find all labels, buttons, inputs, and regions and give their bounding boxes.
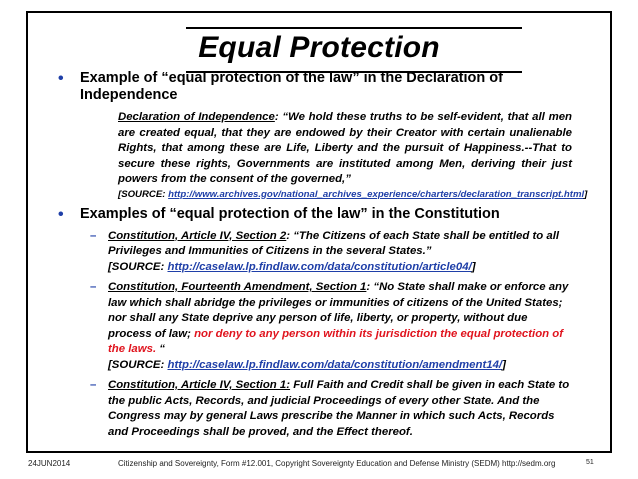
item-label: Constitution, Article IV, Section 1: [108,379,291,391]
item-text: Full Faith and Credit shall be given in each State to the public Acts, Records, and judicial Proceedings of every other State. And the Congress may by general Laws prescribe the Manner in which such Acts, Records and Proceedings shall be proved, and the Effect thereof. [108,379,570,438]
title-top-rule [186,27,522,29]
source-suffix: ] [502,358,506,371]
declaration-source-link[interactable]: http://www.archives.gov/national_archives_experience/charters/declaration_transcript.html [168,188,585,200]
bullet-icon: • [58,205,64,223]
dash-icon: – [90,281,97,293]
item-text: : “No State shall make or enforce any law which shall abridge the privileges or immunities of citizens of the United States; nor shall any State deprive any person of life, liberty, or property, without due process of law; [108,281,569,340]
declaration-quote [118,110,572,188]
dash-icon: – [90,379,97,391]
source-prefix: [SOURCE: [118,188,169,200]
declaration-label: Declaration of Independence [118,111,275,123]
source-suffix: ] [584,188,588,200]
footer-citation: Citizenship and Sovereignty, Form #12.001, Copyright Sovereignty Education and Defense Ministry (SEDM) http://sedm.org [118,459,556,468]
item-text: : “The Citizens of each State shall be entitled to all Privileges and Immunities of Citizens in the several States.” [108,229,560,257]
slide-content [52,70,588,445]
item-text-end: “ [156,343,165,355]
slide-footer [0,457,638,471]
declaration-sep: : [274,111,283,123]
item-label: Constitution, Fourteenth Amendment, Section 1 [108,281,367,293]
page-number: 51 [586,459,594,466]
bullet-text: Example of “equal protection of the law” in the Declaration of Independence [80,70,503,103]
bullet-text: Examples of “equal protection of the law” in the Constitution [80,205,500,222]
item-source-link[interactable]: http://caselaw.lp.findlaw.com/data/constitution/article04/ [167,260,472,273]
source-suffix: ] [471,260,476,273]
footer-date: 24JUN2014 [28,459,71,468]
source-prefix: [SOURCE: [108,358,168,371]
item-article-iv-section-2 [90,229,572,276]
bullet-icon: • [58,70,64,87]
bullet-constitution [52,206,572,223]
declaration-text: “We hold these truths to be self-evident, that all men are created equal, that they are endowed by their Creator with certain unalienable Rights, that among these are Life, Liberty and the pursuit of Happiness.--That to secure these rights, Governments are instituted among Men, deriving their just powers from the consent of the governed,” [118,111,572,185]
dash-icon: – [90,229,97,242]
item-article-iv-section-1 [90,378,572,440]
item-highlight: nor deny to any person within its jurisdiction the equal protection of the laws. [108,327,564,355]
bullet-declaration [52,70,572,104]
declaration-source [118,188,588,202]
slide-title: Equal Protection [198,31,440,64]
item-fourteenth-amendment [90,280,572,373]
item-source-link[interactable]: http://caselaw.lp.findlaw.com/data/constitution/amendment14/ [167,358,503,371]
source-prefix: [SOURCE: [108,260,168,273]
item-label: Constitution, Article IV, Section 2 [108,229,287,242]
